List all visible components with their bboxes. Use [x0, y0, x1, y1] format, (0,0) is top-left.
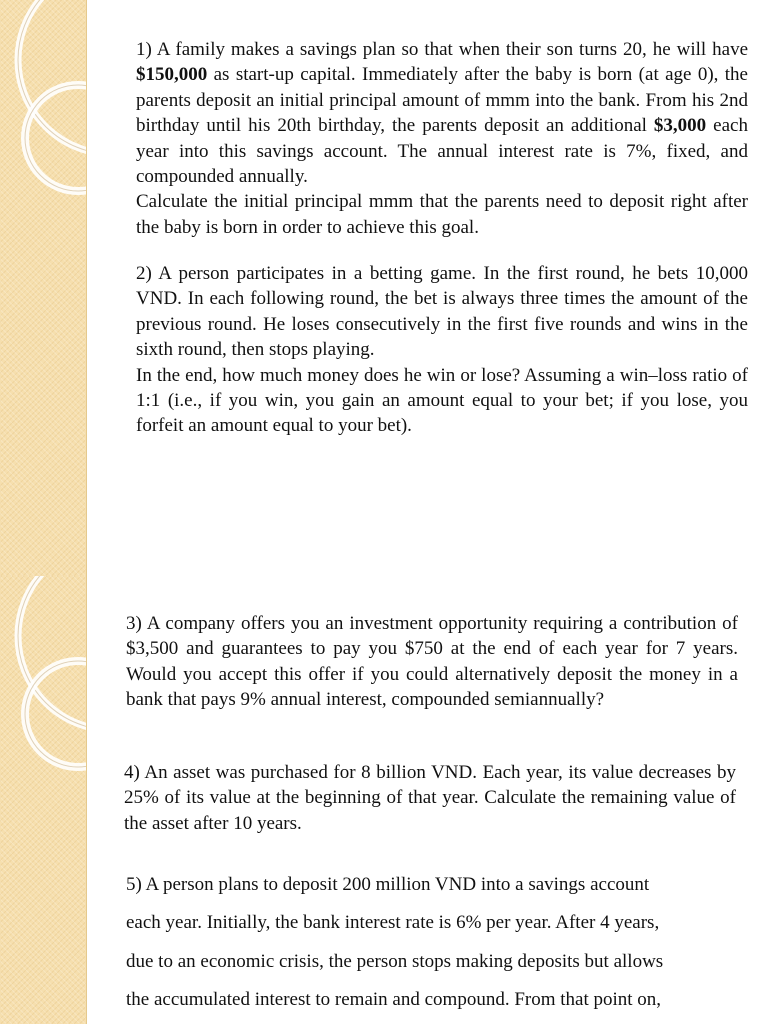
problem-1-part: each year into this savings account. The annual interest rate is 7%, fixed, and compounded annually.	[136, 115, 748, 188]
problem-5-line: 5) A person plans to deposit 200 million VND into a savings account	[126, 874, 650, 895]
problem-1-part: as start-up capital. Immediately after the baby is born (at age 0), the parents deposit an initial principal amount of mmm into the bank. From his 2nd birthday until his 20th birthday, the parents deposit an additional	[136, 64, 748, 137]
problem-4-text: 4) An asset was purchased for 8 billion VND. Each year, its value decreases by 25% of its value at the beginning of that year. Calculate the remaining value of the asset after 10 years.	[124, 762, 736, 834]
decorative-sidebar	[0, 576, 87, 1024]
problem-2-part: 2) A person participates in a betting game. In the first round, he bets 10,000 VND. In each following round, the bet is always three times the amount of the previous round. He loses consecutively in the first five rounds and wins in the sixth round, then stops playing.	[136, 263, 748, 361]
decorative-rings-icon	[0, 576, 86, 1024]
problem-1-target-amount: $150,000	[136, 64, 208, 86]
decorative-sidebar	[0, 0, 87, 576]
problem-5-line: due to an economic crisis, the person stops making deposits but allows	[126, 950, 664, 972]
problem-3-text: 3) A company offers you an investment opportunity requiring a contribution of $3,500 and guarantees to pay you $750 at the end of each year for 7 years. Would you accept this offer if you could alternatively deposit the money in a bank that pays 9% annual interest, compounded semiannually?	[126, 613, 738, 711]
problem-1-text	[136, 37, 748, 240]
problem-1-question: Calculate the initial principal mmm that the parents need to deposit right after the baby is born in order to achieve this goal.	[136, 191, 748, 238]
decorative-rings-icon	[0, 0, 86, 576]
slide-2	[0, 576, 768, 1024]
problem-5-line: the accumulated interest to remain and compound. From that point on,	[126, 989, 662, 1011]
problem-5-text	[126, 866, 738, 1020]
problem-1-part: 1) A family makes a savings plan so that when their son turns 20, he will have	[136, 39, 748, 60]
problem-2-text	[136, 261, 748, 439]
problem-1-annual-deposit: $3,000	[653, 115, 707, 137]
problem-2-question: In the end, how much money does he win or lose? Assuming a win–loss ratio of 1:1 (i.e., if you win, you gain an amount equal to your bet; if you lose, you forfeit an amount equal to your bet).	[136, 364, 748, 437]
problem-5-line: each year. Initially, the bank interest rate is 6% per year. After 4 years,	[126, 912, 660, 934]
